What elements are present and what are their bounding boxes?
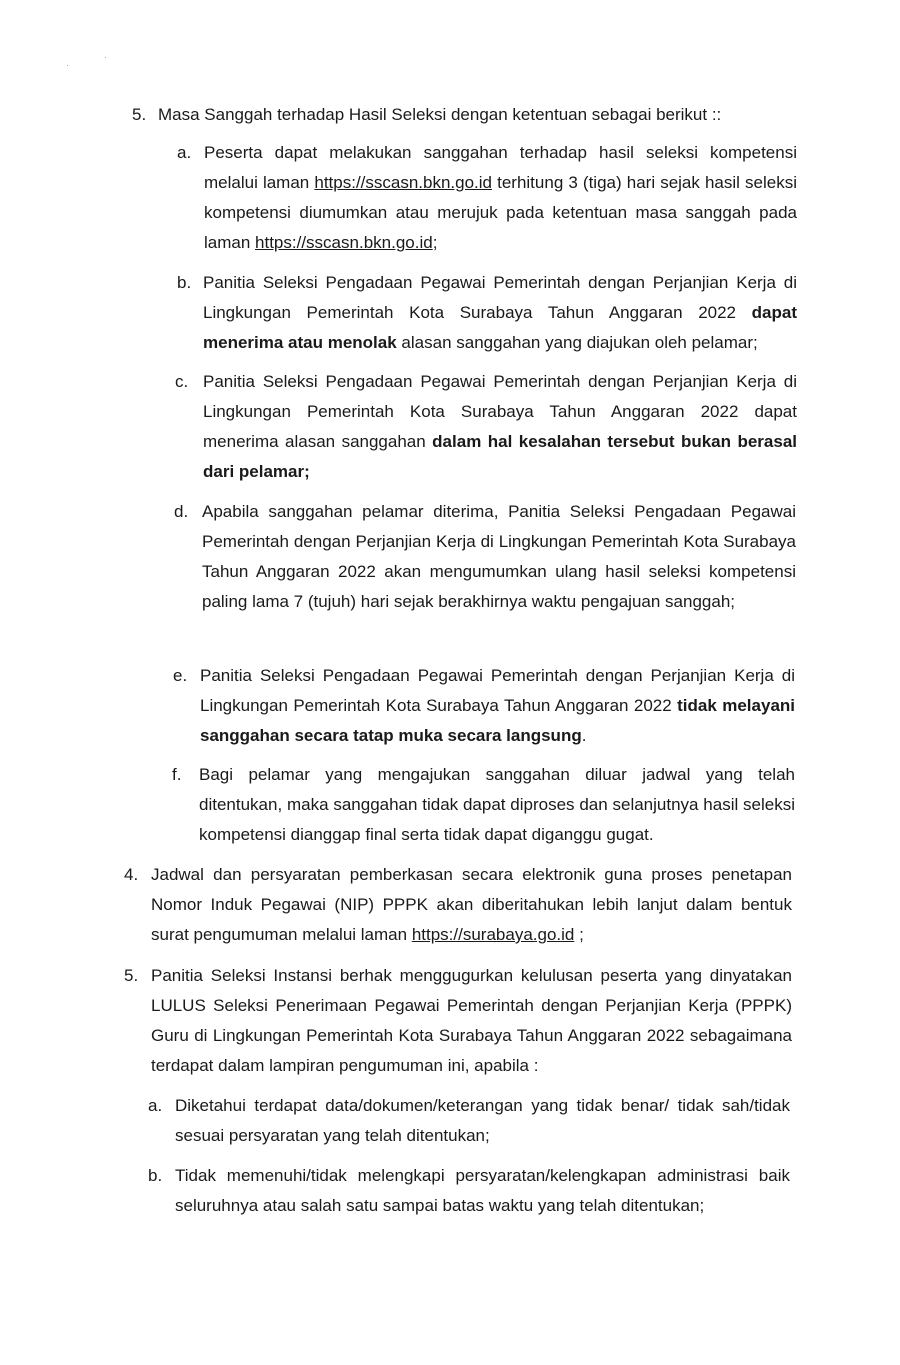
list-item-5f (172, 760, 795, 850)
scan-speck: · (66, 60, 69, 70)
list-item-text: Panitia Seleksi Pengadaan Pegawai Pemerintah dengan Perjanjian Kerja di Lingkungan Pemerintah Kota Surabaya Tahun Anggaran 2022 tidak melayani sanggahan secara tatap muka secara langsung. (200, 666, 795, 745)
section-4-pemberkasan (124, 860, 792, 950)
section-5-masa-sanggah (132, 100, 772, 130)
list-marker: d. (174, 502, 189, 521)
list-item-text: Apabila sanggahan pelamar diterima, Panitia Seleksi Pengadaan Pegawai Pemerintah dengan Perjanjian Kerja di Lingkungan Pemerintah Kota Surabaya Tahun Anggaran 2022 akan mengumumkan ulang hasil seleksi kompetensi paling lama 7 (tujuh) hari sejak berakhirnya waktu pengajuan sanggah; (202, 502, 796, 611)
sscasn-link[interactable]: https://sscasn.bkn.go.id (314, 173, 493, 192)
list-marker: 5. (124, 966, 139, 985)
list-item-5-2b (148, 1161, 790, 1221)
list-marker: 5. (132, 105, 147, 124)
list-item-5c (175, 367, 797, 487)
list-marker: c. (175, 372, 189, 391)
list-marker: b. (148, 1166, 163, 1185)
list-item-text: Diketahui terdapat data/dokumen/keterangan yang tidak benar/ tidak sah/tidak sesuai persyaratan yang telah ditentukan; (175, 1096, 790, 1145)
section-text: Masa Sanggah terhadap Hasil Seleksi dengan ketentuan sebagai berikut :: (158, 105, 722, 124)
list-item-text: Bagi pelamar yang mengajukan sanggahan diluar jadwal yang telah ditentukan, maka sanggahan tidak dapat diproses dan selanjutnya hasil seleksi kompetensi dianggap final serta tidak dapat diganggu gugat. (199, 765, 795, 844)
section-text: Jadwal dan persyaratan pemberkasan secara elektronik guna proses penetapan Nomor Induk Pegawai (NIP) PPPK akan diberitahukan lebih lanjut dalam bentuk surat pengumuman melalui laman https://surabaya.go.id ; (151, 865, 792, 944)
list-item-text: Tidak memenuhi/tidak melengkapi persyaratan/kelengkapan administrasi baik seluruhnya atau salah satu sampai batas waktu yang telah ditentukan; (175, 1166, 790, 1215)
section-text: Panitia Seleksi Instansi berhak menggugurkan kelulusan peserta yang dinyatakan LULUS Seleksi Penerimaan Pegawai Pemerintah dengan Perjanjian Kerja (PPPK) Guru di Lingkungan Pemerintah Kota Surabaya Tahun Anggaran 2022 sebagaimana terdapat dalam lampiran pengumuman ini, apabila : (151, 966, 792, 1075)
list-item-text: Panitia Seleksi Pengadaan Pegawai Pemerintah dengan Perjanjian Kerja di Lingkungan Pemerintah Kota Surabaya Tahun Anggaran 2022 dapat menerima alasan sanggahan dalam hal kesalahan tersebut bukan berasal dari pelamar; (203, 372, 798, 481)
list-item-text: Panitia Seleksi Pengadaan Pegawai Pemerintah dengan Perjanjian Kerja di Lingkungan Pemerintah Kota Surabaya Tahun Anggaran 2022 dapat menerima atau menolak alasan sanggahan yang diajukan oleh pelamar; (203, 273, 797, 352)
list-marker: a. (177, 143, 192, 162)
list-item-5b (177, 268, 797, 358)
list-marker: f. (172, 765, 182, 784)
list-item-5-2a (148, 1091, 790, 1151)
scan-speck: · (104, 52, 107, 62)
sscasn-link[interactable]: https://sscasn.bkn.go.id (255, 233, 433, 252)
list-item-5d (174, 497, 796, 647)
list-marker: e. (173, 666, 188, 685)
list-marker: a. (148, 1096, 163, 1115)
list-item-5e (173, 661, 795, 751)
surabaya-link[interactable]: https://surabaya.go.id (411, 925, 575, 944)
list-marker: b. (177, 273, 192, 292)
list-item-text: Peserta dapat melakukan sanggahan terhadap hasil seleksi kompetensi melalui laman https://sscasn.bkn.go.id terhitung 3 (tiga) hari sejak hasil seleksi kompetensi diumumkan atau merujuk pada ketentuan masa sanggah pada laman https://sscasn.bkn.go.id; (204, 143, 797, 252)
section-5-penggguguran (124, 961, 792, 1081)
list-item-5a (177, 138, 797, 258)
list-marker: 4. (124, 865, 139, 884)
